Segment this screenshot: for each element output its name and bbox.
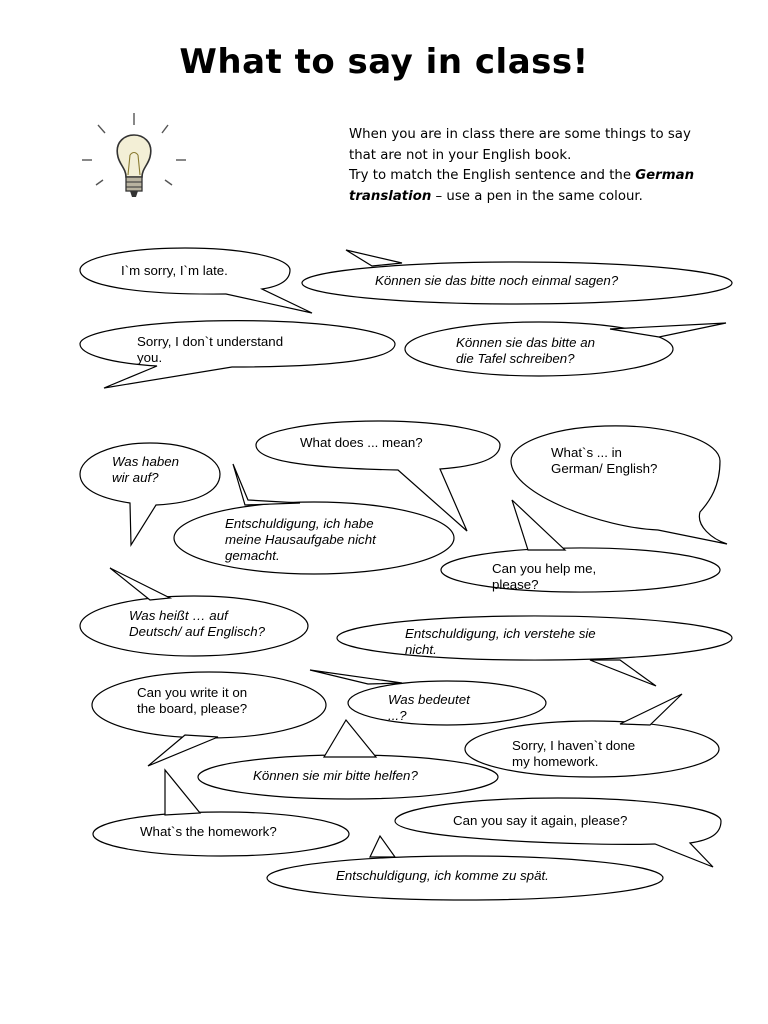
bubble-text: Können sie das bitte an die Tafel schreiben? — [456, 335, 595, 366]
speech-bubble — [512, 500, 565, 550]
bubble-text: Can you write it on the board, please? — [137, 685, 248, 716]
bubble-text: What does ... mean? — [300, 435, 423, 450]
bubble-text: Was bedeutet ...? — [388, 692, 470, 723]
speech-bubble — [511, 426, 727, 544]
instruction-text: Try to match the English sentence and the — [349, 168, 636, 183]
bubble-text: What`s ... in German/ English? — [551, 445, 658, 476]
speech-bubble — [324, 720, 376, 757]
bubble-text: Entschuldigung, ich habe meine Hausaufgabe nicht gemacht. — [225, 516, 376, 563]
speech-bubble — [165, 770, 200, 815]
speech-bubble — [80, 248, 312, 313]
bubble-text: Entschuldigung, ich komme zu spät. — [336, 868, 549, 883]
bubble-text: Sorry, I don`t understand you. — [137, 334, 284, 365]
speech-bubble — [620, 694, 682, 725]
instruction-emphasis: translation — [349, 188, 432, 204]
instruction-line: When you are in class there are some things to say — [349, 127, 691, 142]
bubble-text: Was haben wir auf? — [112, 454, 180, 485]
speech-bubble — [590, 660, 656, 686]
bubble-text: Sorry, I haven`t done my homework. — [512, 738, 636, 769]
instruction-text: – use a pen in the same colour. — [431, 188, 643, 204]
instruction-emphasis: German — [635, 168, 695, 183]
speech-bubble — [370, 836, 395, 857]
bubble-text: Können sie das bitte noch einmal sagen? — [375, 273, 619, 288]
bubble-text: What`s the homework? — [140, 824, 277, 839]
bubble-text: Can you say it again, please? — [453, 813, 628, 828]
speech-bubble — [310, 670, 402, 684]
bubble-text: I`m sorry, I`m late. — [121, 263, 228, 278]
bubble-text: Entschuldigung, ich verstehe sie nicht. — [405, 626, 596, 657]
bubble-text: Was heißt … auf Deutsch/ auf Englisch? — [129, 608, 266, 639]
speech-bubble — [148, 735, 218, 766]
page-title: What to say in class! — [179, 42, 589, 82]
bubble-text: Können sie mir bitte helfen? — [253, 768, 418, 783]
bubble-text: Can you help me, please? — [492, 561, 597, 592]
speech-bubble — [346, 250, 402, 266]
instruction-line: that are not in your English book. — [349, 147, 572, 163]
speech-bubble — [110, 568, 170, 600]
speech-bubble — [233, 464, 300, 505]
